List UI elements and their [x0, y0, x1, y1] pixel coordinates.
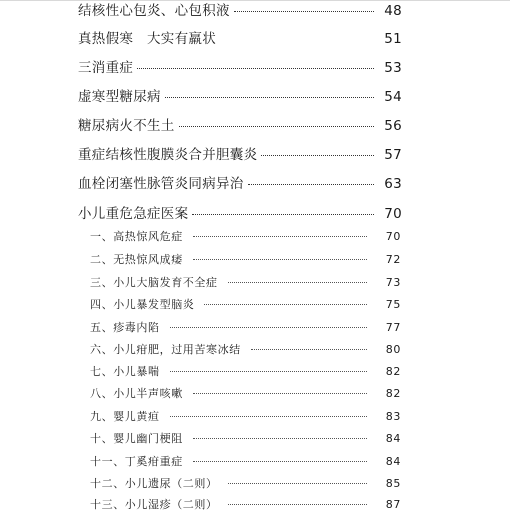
- toc-subentry-title: 三、小儿大脑发育不全症: [90, 276, 218, 289]
- toc-subentry[interactable]: [90, 274, 401, 290]
- toc-entry-page: 63: [384, 176, 402, 192]
- dot-leader: [170, 416, 367, 417]
- toc-subentry-title: 二、无热惊风成痿: [90, 253, 183, 266]
- toc-subentry-page: 87: [385, 498, 401, 511]
- dot-leader: [193, 259, 367, 260]
- toc-subentry[interactable]: [90, 228, 401, 244]
- dot-leader: [234, 11, 374, 12]
- toc-subentry-title: 十一、丁奚疳重症: [90, 455, 183, 468]
- toc-entry-page: 70: [384, 206, 402, 222]
- toc-subentry[interactable]: [90, 296, 401, 312]
- toc-entry[interactable]: [78, 143, 402, 163]
- dot-leader: [204, 304, 367, 305]
- dot-leader: [248, 184, 374, 185]
- toc-subentry[interactable]: [90, 408, 401, 424]
- toc-subentry-page: 84: [385, 455, 401, 468]
- toc-entry-page: 54: [384, 89, 402, 105]
- dot-leader: [170, 327, 367, 328]
- toc-subentry-page: 82: [385, 387, 401, 400]
- toc-subentry-page: 75: [385, 298, 401, 311]
- toc-subentry[interactable]: [90, 363, 401, 379]
- toc-subentry-title: 一、高热惊风危症: [90, 230, 183, 243]
- dot-leader: [193, 236, 367, 237]
- toc-entry[interactable]: [78, 172, 402, 192]
- toc-entry-title: 结核性心包炎、心包积液: [78, 3, 230, 19]
- dot-leader: [228, 504, 367, 505]
- toc-subentry-title: 五、疹毒内陷: [90, 321, 160, 334]
- toc-entry-title: 真热假寒 大实有羸状: [78, 31, 216, 47]
- toc-subentry-page: 73: [385, 276, 401, 289]
- dot-leader: [228, 282, 367, 283]
- toc-entry-page: 56: [384, 118, 402, 134]
- toc-entry[interactable]: [78, 27, 402, 47]
- dot-leader: [251, 349, 367, 350]
- toc-entry-page: 51: [384, 31, 402, 47]
- toc-subentry-page: 84: [385, 432, 401, 445]
- toc-entry[interactable]: [78, 56, 402, 76]
- toc-subentry-title: 十二、小儿遗尿（二则）: [90, 477, 218, 490]
- dot-leader: [137, 68, 374, 69]
- toc-entry-page: 48: [384, 3, 402, 19]
- toc-subentry-page: 77: [385, 321, 401, 334]
- toc-entry-title: 小儿重危急症医案: [78, 206, 189, 222]
- toc-entry-page: 53: [384, 60, 402, 76]
- toc-subentry[interactable]: [90, 385, 401, 401]
- dot-leader: [193, 393, 367, 394]
- toc-subentry-title: 十、婴儿幽门梗阻: [90, 432, 183, 445]
- toc-subentry-page: 72: [385, 253, 401, 266]
- toc-entry[interactable]: [78, 114, 402, 134]
- toc-subentry-title: 六、小儿疳肥，过用苦寒冰结: [90, 343, 241, 356]
- toc-entry[interactable]: [78, 202, 402, 222]
- dot-leader: [261, 155, 374, 156]
- toc-subentry-page: 70: [385, 230, 401, 243]
- toc-subentry[interactable]: [90, 430, 401, 446]
- toc-subentry-page: 80: [385, 343, 401, 356]
- toc-subentry-page: 85: [385, 477, 401, 490]
- toc-subentry-page: 83: [385, 410, 401, 423]
- toc-subentry-title: 十三、小儿湿疹（二则）: [90, 498, 218, 511]
- toc-entry[interactable]: [78, 0, 402, 19]
- toc-entry-title: 三消重症: [78, 60, 134, 76]
- toc-subentry-title: 九、婴儿黄疸: [90, 410, 160, 423]
- dot-leader: [165, 97, 374, 98]
- toc-subentry-page: 82: [385, 365, 401, 378]
- toc-entry-title: 血栓闭塞性脉管炎同病异治: [78, 176, 244, 192]
- toc-subentry-title: 四、小儿暴发型脑炎: [90, 298, 195, 311]
- toc-subentry-title: 七、小儿暴喘: [90, 365, 160, 378]
- toc-entry-title: 重症结核性腹膜炎合并胆囊炎: [78, 147, 258, 163]
- toc-subentry-title: 八、小儿半声咳嗽: [90, 387, 183, 400]
- dot-leader: [193, 461, 367, 462]
- toc-subentry[interactable]: [90, 319, 401, 335]
- toc-entry-page: 57: [384, 147, 402, 163]
- toc-entry-title: 虚寒型糖尿病: [78, 89, 161, 105]
- dot-leader: [193, 438, 367, 439]
- dot-leader: [170, 371, 367, 372]
- toc-subentry[interactable]: [90, 341, 401, 357]
- toc-entry-title: 糖尿病火不生土: [78, 118, 175, 134]
- dot-leader: [228, 483, 367, 484]
- dot-leader: [179, 126, 374, 127]
- toc-subentry[interactable]: [90, 453, 401, 469]
- dot-leader: [192, 214, 374, 215]
- toc-subentry[interactable]: [90, 251, 401, 267]
- toc-entry[interactable]: [78, 85, 402, 105]
- toc-subentry[interactable]: [90, 475, 401, 491]
